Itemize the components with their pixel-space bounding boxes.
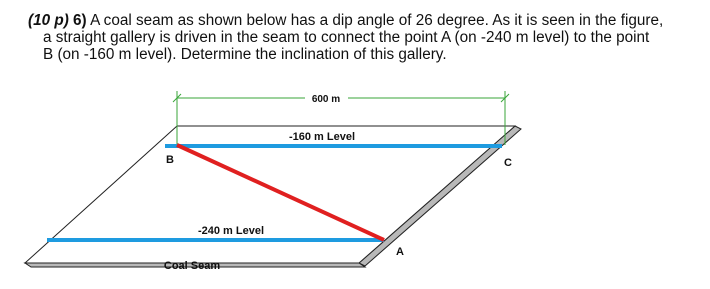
problem-line-2: a straight gallery is driven in the seam to connect the point A (on -240 m level) to the point <box>43 29 650 46</box>
problem-marks: (10 p) <box>28 12 69 29</box>
point-c-label: C <box>504 157 512 169</box>
problem-line-3: B (on -160 m level). Determine the inclination of this gallery. <box>43 46 447 63</box>
upper-level-label: -160 m Level <box>288 131 356 143</box>
point-a-label: A <box>396 246 404 258</box>
dimension-label: 600 m <box>311 94 341 105</box>
problem-line-1-text: A coal seam as shown below has a dip angle of 26 degree. As it is seen in the figure, <box>90 12 664 29</box>
lower-level-label: -240 m Level <box>197 225 265 237</box>
problem-number: 6) <box>73 12 87 29</box>
coal-seam-label: Coal Seam <box>163 260 221 272</box>
point-b-label: B <box>166 154 174 166</box>
